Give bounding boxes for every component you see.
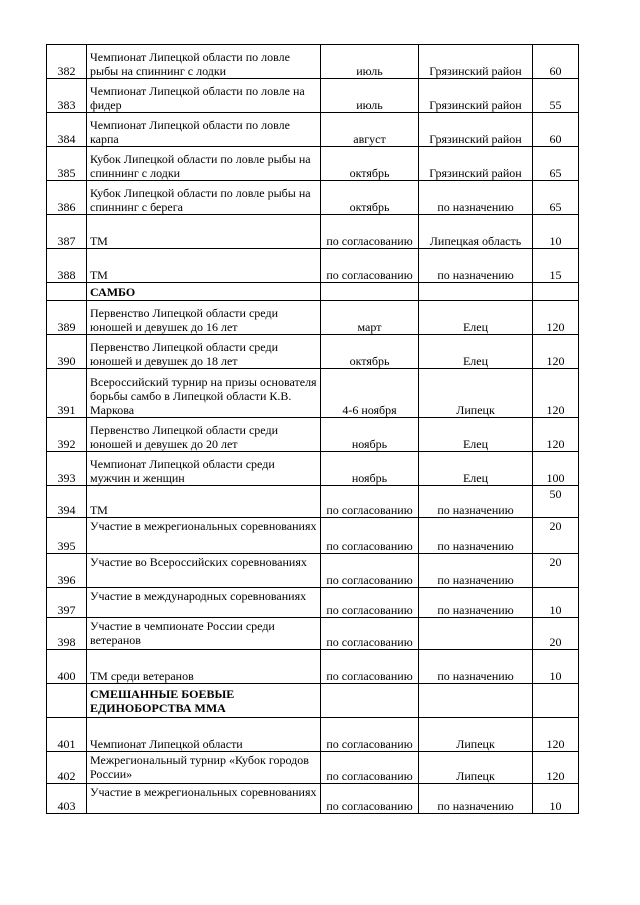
event-place: Липецк bbox=[419, 752, 533, 784]
table-row bbox=[47, 452, 579, 486]
participants-count: 10 bbox=[533, 588, 579, 618]
event-place: Липецк bbox=[419, 718, 533, 752]
event-name: Участие во Всероссийских соревнованиях bbox=[87, 554, 321, 588]
event-name: ТМ bbox=[87, 249, 321, 283]
participants-count: 15 bbox=[533, 249, 579, 283]
event-date: октябрь bbox=[321, 335, 419, 369]
row-number: 385 bbox=[47, 147, 87, 181]
participants-count: 120 bbox=[533, 301, 579, 335]
event-place bbox=[419, 684, 533, 718]
event-date: август bbox=[321, 113, 419, 147]
participants-count: 120 bbox=[533, 752, 579, 784]
event-place: по назначению bbox=[419, 249, 533, 283]
event-place bbox=[419, 618, 533, 650]
event-name: Кубок Липецкой области по ловле рыбы на спиннинг с берега bbox=[87, 181, 321, 215]
participants-count: 120 bbox=[533, 718, 579, 752]
event-place bbox=[419, 283, 533, 301]
event-date: по согласованию bbox=[321, 249, 419, 283]
participants-count: 120 bbox=[533, 418, 579, 452]
event-place: Грязинский район bbox=[419, 147, 533, 181]
row-number bbox=[47, 283, 87, 301]
event-name: Межрегиональный турнир «Кубок городов России» bbox=[87, 752, 321, 784]
event-place: Грязинский район bbox=[419, 45, 533, 79]
event-name: Первенство Липецкой области среди юношей и девушек до 18 лет bbox=[87, 335, 321, 369]
row-number: 382 bbox=[47, 45, 87, 79]
event-name: Кубок Липецкой области по ловле рыбы на спиннинг с лодки bbox=[87, 147, 321, 181]
table-row bbox=[47, 113, 579, 147]
participants-count: 20 bbox=[533, 618, 579, 650]
event-name: ТМ bbox=[87, 486, 321, 518]
row-number: 388 bbox=[47, 249, 87, 283]
event-name: Первенство Липецкой области среди юношей и девушек до 16 лет bbox=[87, 301, 321, 335]
row-number: 395 bbox=[47, 518, 87, 554]
event-place: Грязинский район bbox=[419, 113, 533, 147]
participants-count: 60 bbox=[533, 113, 579, 147]
event-place: по назначению bbox=[419, 588, 533, 618]
event-name: Участие в межрегиональных соревнованиях bbox=[87, 518, 321, 554]
participants-count: 65 bbox=[533, 181, 579, 215]
event-name: Участие в международных соревнованиях bbox=[87, 588, 321, 618]
event-place: Липецк bbox=[419, 369, 533, 418]
event-date: по согласованию bbox=[321, 588, 419, 618]
row-number: 383 bbox=[47, 79, 87, 113]
row-number bbox=[47, 684, 87, 718]
event-place: Елец bbox=[419, 452, 533, 486]
row-number: 391 bbox=[47, 369, 87, 418]
event-date: по согласованию bbox=[321, 554, 419, 588]
row-number: 390 bbox=[47, 335, 87, 369]
row-number: 402 bbox=[47, 752, 87, 784]
section-row bbox=[47, 283, 579, 301]
event-name: Чемпионат Липецкой области bbox=[87, 718, 321, 752]
table-row bbox=[47, 181, 579, 215]
participants-count: 20 bbox=[533, 518, 579, 554]
participants-count: 55 bbox=[533, 79, 579, 113]
event-date bbox=[321, 283, 419, 301]
participants-count: 10 bbox=[533, 215, 579, 249]
participants-count: 120 bbox=[533, 369, 579, 418]
event-place: по назначению bbox=[419, 554, 533, 588]
row-number: 384 bbox=[47, 113, 87, 147]
participants-count: 50 bbox=[533, 486, 579, 518]
participants-count: 60 bbox=[533, 45, 579, 79]
events-table-body bbox=[47, 45, 579, 814]
table-row bbox=[47, 518, 579, 554]
table-row bbox=[47, 45, 579, 79]
table-row bbox=[47, 752, 579, 784]
row-number: 392 bbox=[47, 418, 87, 452]
table-row bbox=[47, 718, 579, 752]
event-name: Всероссийский турнир на призы основателя борьбы самбо в Липецкой области К.В. Маркова bbox=[87, 369, 321, 418]
event-place: Липецкая область bbox=[419, 215, 533, 249]
table-row bbox=[47, 418, 579, 452]
table-row bbox=[47, 588, 579, 618]
event-name: Первенство Липецкой области среди юношей и девушек до 20 лет bbox=[87, 418, 321, 452]
section-title: САМБО bbox=[87, 283, 321, 301]
event-date: по согласованию bbox=[321, 215, 419, 249]
event-place: по назначению bbox=[419, 181, 533, 215]
table-row bbox=[47, 79, 579, 113]
table-row bbox=[47, 215, 579, 249]
participants-count: 120 bbox=[533, 335, 579, 369]
event-date: ноябрь bbox=[321, 452, 419, 486]
event-date: по согласованию bbox=[321, 752, 419, 784]
events-table bbox=[46, 44, 579, 814]
participants-count bbox=[533, 283, 579, 301]
event-place: Елец bbox=[419, 418, 533, 452]
event-date: 4-6 ноября bbox=[321, 369, 419, 418]
event-place: Елец bbox=[419, 301, 533, 335]
row-number: 387 bbox=[47, 215, 87, 249]
event-date: по согласованию bbox=[321, 784, 419, 814]
event-date: октябрь bbox=[321, 181, 419, 215]
table-row bbox=[47, 335, 579, 369]
table-row bbox=[47, 784, 579, 814]
event-place: по назначению bbox=[419, 650, 533, 684]
event-date: по согласованию bbox=[321, 718, 419, 752]
event-date: октябрь bbox=[321, 147, 419, 181]
row-number: 401 bbox=[47, 718, 87, 752]
row-number: 386 bbox=[47, 181, 87, 215]
event-date: июль bbox=[321, 79, 419, 113]
row-number: 403 bbox=[47, 784, 87, 814]
table-row bbox=[47, 618, 579, 650]
event-place: по назначению bbox=[419, 784, 533, 814]
event-date bbox=[321, 684, 419, 718]
event-name: Чемпионат Липецкой области среди мужчин и женщин bbox=[87, 452, 321, 486]
table-row bbox=[47, 301, 579, 335]
table-row bbox=[47, 249, 579, 283]
participants-count: 10 bbox=[533, 784, 579, 814]
event-date: по согласованию bbox=[321, 518, 419, 554]
event-name: Чемпионат Липецкой области по ловле рыбы на спиннинг с лодки bbox=[87, 45, 321, 79]
table-row bbox=[47, 650, 579, 684]
row-number: 397 bbox=[47, 588, 87, 618]
event-name: Чемпионат Липецкой области по ловле на фидер bbox=[87, 79, 321, 113]
participants-count: 65 bbox=[533, 147, 579, 181]
row-number: 394 bbox=[47, 486, 87, 518]
table-row bbox=[47, 554, 579, 588]
event-name: Участие в межрегиональных соревнованиях bbox=[87, 784, 321, 814]
event-date: по согласованию bbox=[321, 618, 419, 650]
event-name: Участие в чемпионате России среди ветеранов bbox=[87, 618, 321, 650]
participants-count: 10 bbox=[533, 650, 579, 684]
event-name: Чемпионат Липецкой области по ловле карпа bbox=[87, 113, 321, 147]
event-date: март bbox=[321, 301, 419, 335]
event-date: по согласованию bbox=[321, 486, 419, 518]
section-title: СМЕШАННЫЕ БОЕВЫЕ ЕДИНОБОРСТВА ММА bbox=[87, 684, 321, 718]
table-row bbox=[47, 147, 579, 181]
event-name: ТМ bbox=[87, 215, 321, 249]
row-number: 393 bbox=[47, 452, 87, 486]
event-place: по назначению bbox=[419, 486, 533, 518]
participants-count: 100 bbox=[533, 452, 579, 486]
participants-count bbox=[533, 684, 579, 718]
row-number: 400 bbox=[47, 650, 87, 684]
event-name: ТМ среди ветеранов bbox=[87, 650, 321, 684]
event-place: Елец bbox=[419, 335, 533, 369]
event-place: Грязинский район bbox=[419, 79, 533, 113]
table-row bbox=[47, 486, 579, 518]
event-date: ноябрь bbox=[321, 418, 419, 452]
section-row bbox=[47, 684, 579, 718]
event-place: по назначению bbox=[419, 518, 533, 554]
row-number: 398 bbox=[47, 618, 87, 650]
participants-count: 20 bbox=[533, 554, 579, 588]
row-number: 389 bbox=[47, 301, 87, 335]
table-row bbox=[47, 369, 579, 418]
event-date: по согласованию bbox=[321, 650, 419, 684]
event-date: июль bbox=[321, 45, 419, 79]
row-number: 396 bbox=[47, 554, 87, 588]
